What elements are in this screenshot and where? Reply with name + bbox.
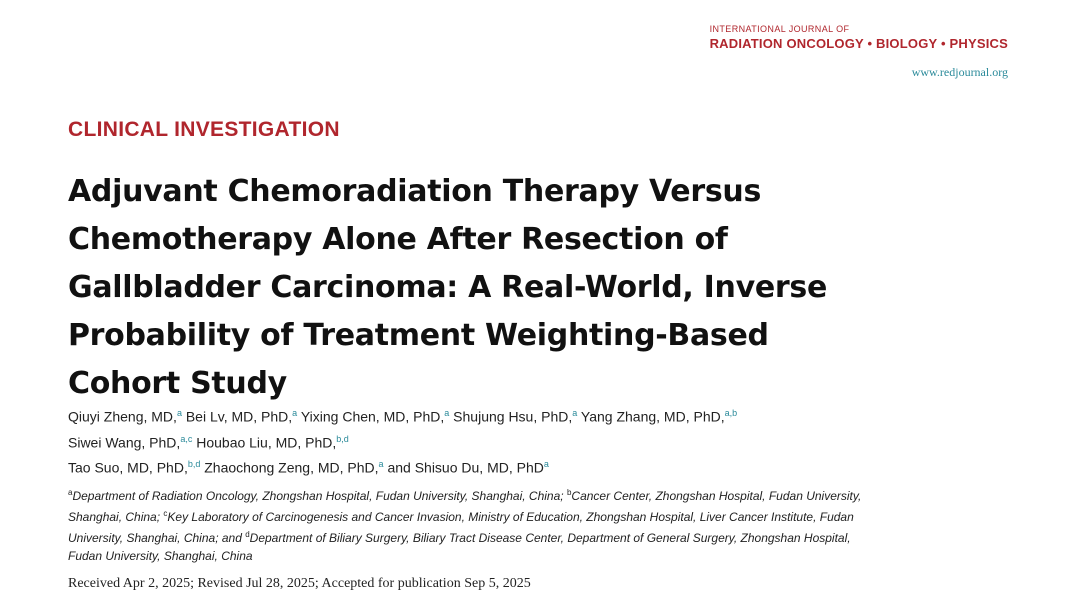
affil-sup: c bbox=[163, 509, 168, 518]
author-affil-sup[interactable]: b,d bbox=[187, 459, 201, 470]
affil-sup: a bbox=[68, 488, 73, 497]
author-affil-sup[interactable]: a bbox=[572, 408, 578, 418]
article-title bbox=[68, 168, 868, 408]
title-line: Probability of Treatment Weighting-Based bbox=[68, 318, 769, 353]
author-name: Yixing Chen, MD, PhD, bbox=[300, 408, 445, 425]
journal-name: RADIATION ONCOLOGY • BIOLOGY • PHYSICS bbox=[709, 36, 1008, 51]
affil-sup: b bbox=[566, 488, 572, 497]
author-name: Houbao Liu, MD, PhD, bbox=[196, 434, 337, 451]
section-label: CLINICAL INVESTIGATION bbox=[68, 118, 340, 141]
journal-top-line: INTERNATIONAL JOURNAL OF bbox=[709, 24, 850, 34]
affiliations bbox=[68, 484, 868, 565]
title-line: Adjuvant Chemoradiation Therapy Versus bbox=[68, 174, 762, 209]
title-line: Chemotherapy Alone After Resection of bbox=[68, 222, 728, 257]
affil-text: Department of Radiation Oncology, Zhongshan Hospital, Fudan University, Shanghai, China; bbox=[72, 489, 567, 503]
author-affil-sup[interactable]: a bbox=[543, 459, 549, 470]
author-name: Tao Suo, MD, PhD, bbox=[68, 459, 188, 476]
author-affil-sup[interactable]: a bbox=[292, 408, 298, 418]
title-line: Cohort Study bbox=[68, 366, 287, 401]
journal-header bbox=[710, 24, 1008, 80]
title-line: Gallbladder Carcinoma: A Real-World, Inverse bbox=[68, 270, 827, 305]
journal-url-link[interactable]: www.redjournal.org bbox=[911, 65, 1008, 79]
author-affil-sup[interactable]: a bbox=[378, 459, 384, 470]
author-name: Bei Lv, MD, PhD, bbox=[185, 408, 293, 425]
affil-sup: d bbox=[245, 530, 250, 539]
received-dates: Received Apr 2, 2025; Revised Jul 28, 2025; Accepted for publication Sep 5, 2025 bbox=[68, 576, 531, 591]
author-name: Qiuyi Zheng, MD, bbox=[68, 408, 177, 425]
author-affil-sup[interactable]: a,c bbox=[180, 433, 193, 444]
author-name: Siwei Wang, PhD, bbox=[68, 434, 181, 451]
author-name: Zhaochong Zeng, MD, PhD, bbox=[204, 459, 379, 476]
author-name: and Shisuo Du, MD, PhD bbox=[387, 459, 544, 476]
author-affil-sup[interactable]: a,b bbox=[724, 408, 738, 418]
affil-text: Department of Biliary Surgery, Biliary Tract Disease Center, Department of General Surgery, Zhongshan Hospital, Fudan University, Shanghai, China bbox=[68, 531, 851, 563]
affil-text: Key Laboratory of Carcinogenesis and Cancer Invasion, Ministry of Education, Zhongshan Hospital, Liver Cancer Institute, Fudan University, Shanghai, China; and bbox=[68, 510, 854, 545]
author-affil-sup[interactable]: b,d bbox=[336, 433, 349, 444]
author-affil-sup[interactable]: a bbox=[444, 408, 450, 418]
author-name: Yang Zhang, MD, PhD, bbox=[580, 408, 725, 425]
author-affil-sup[interactable]: a bbox=[176, 408, 182, 418]
affil-text: Cancer Center, Zhongshan Hospital, Fudan University, Shanghai, China; bbox=[68, 489, 862, 524]
author-name: Shujung Hsu, PhD, bbox=[453, 408, 573, 425]
author-list bbox=[68, 402, 968, 479]
